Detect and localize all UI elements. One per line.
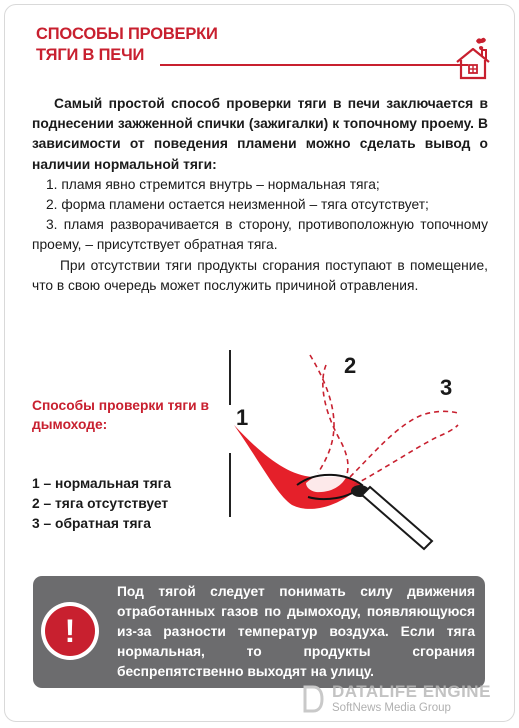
warning-paragraph: При отсутствии тяги продукты сгорания поступают в помещение, что в свою очередь может послужить причиной отравления. xyxy=(32,257,488,293)
header xyxy=(36,24,492,72)
list-item: 2. форма пламени остается неизменной – тяга отсутствует; xyxy=(46,197,429,213)
watermark-subtitle: SoftNews Media Group xyxy=(332,702,451,714)
body-text xyxy=(32,94,488,296)
flame-dash-2-left xyxy=(310,355,334,473)
lead-paragraph: Самый простой способ проверки тяги в печи заключается в поднесении зажженной спички (зажигалки) к топочному проему. В зависимости от поведения пламени можно сделать вывод о наличии нормальной тяги: xyxy=(32,96,488,172)
flame-dash-3-top xyxy=(350,411,458,477)
section-subtitle: Способы проверки тяги в дымоходе: xyxy=(32,398,209,432)
list-item: 1. пламя явно стремится внутрь – нормальная тяга; xyxy=(46,176,380,192)
datalife-logo-icon xyxy=(302,684,324,714)
watermark xyxy=(302,682,512,722)
page-title xyxy=(36,24,218,66)
flame-label-3: 3 xyxy=(440,375,453,400)
flame-dash-3-bottom xyxy=(354,425,458,485)
match-stick xyxy=(362,487,432,549)
match-flame-illustration xyxy=(222,345,472,560)
chimney-check-section xyxy=(32,396,222,534)
legend-item: 1 – нормальная тяга xyxy=(32,476,172,491)
house-with-smoke-icon xyxy=(454,36,492,80)
flame-dash-2-right xyxy=(323,365,348,477)
page-title-line-2: ТЯГИ В ПЕЧИ xyxy=(36,46,145,64)
exclamation-icon xyxy=(41,602,99,660)
flame-label-1: 1 xyxy=(236,405,249,430)
exclamation-mark: ! xyxy=(45,606,95,656)
title-underline xyxy=(160,64,468,66)
legend-item: 2 – тяга отсутствует xyxy=(32,496,169,511)
draft-legend xyxy=(32,474,222,534)
info-note xyxy=(33,576,485,688)
note-text: Под тягой следует понимать силу движения отработанных газов по дымоходу, появляющуюся из-за разности температур воздуха. Если тяга нормальная, то продукты сгорания беспрепятственно выходят на улицу. xyxy=(117,584,475,679)
legend-item: 3 – обратная тяга xyxy=(32,516,151,531)
flame-label-2: 2 xyxy=(344,353,357,378)
page-title-line-1: СПОСОБЫ ПРОВЕРКИ xyxy=(36,25,218,43)
watermark-title: DATALIFE ENGINE xyxy=(332,682,491,701)
list-item: 3. пламя разворачивается в сторону, противоположную топочному проему, – присутствует обратная тяга. xyxy=(32,217,488,253)
